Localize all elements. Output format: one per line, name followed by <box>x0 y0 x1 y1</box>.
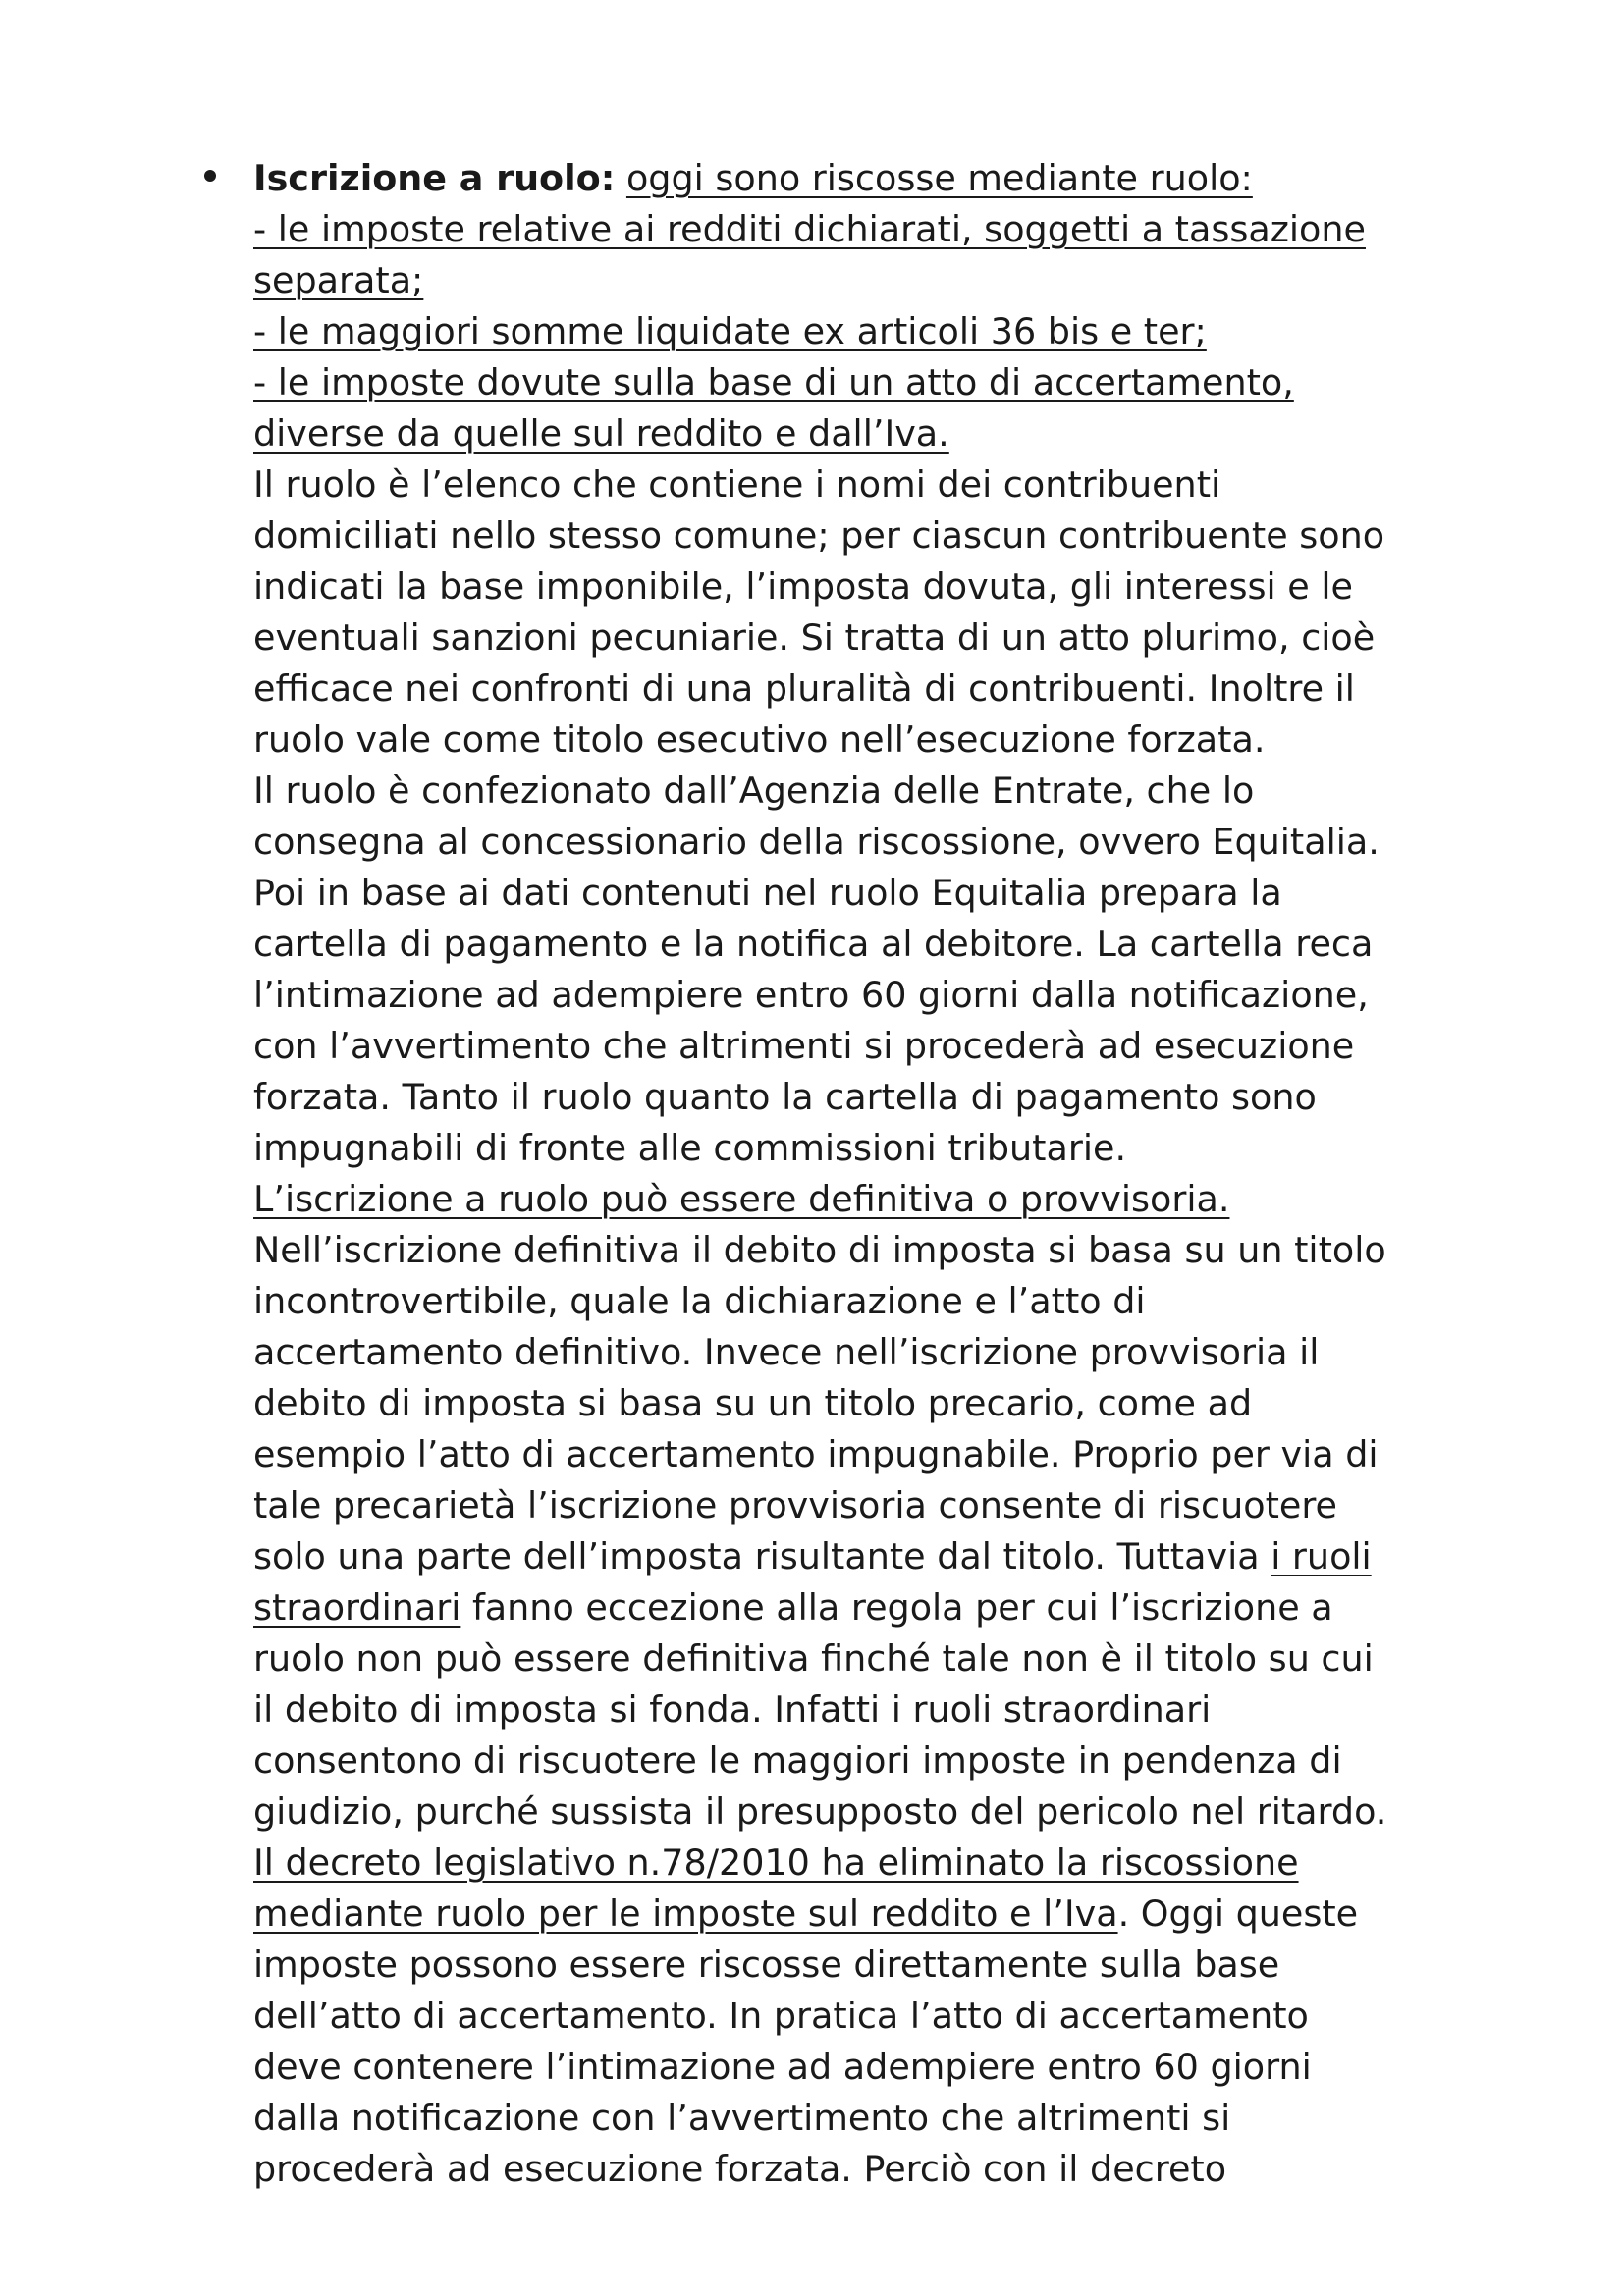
text-line: straordinari fanno eccezione alla regola per cui l’iscrizione a <box>253 1586 1333 1629</box>
text-line: Nell’iscrizione definitiva il debito di imposta si basa su un titolo <box>253 1229 1386 1271</box>
text-line: ruolo non può essere definitiva finché tale non è il titolo su cui <box>253 1637 1374 1680</box>
text-line: domiciliati nello stesso comune; per ciascun contribuente sono <box>253 514 1385 557</box>
text-line: L’iscrizione a ruolo può essere definitiva o provvisoria. <box>253 1178 1230 1220</box>
text-line: consentono di riscuotere le maggiori imposte in pendenza di <box>253 1739 1342 1782</box>
text-line: impugnabili di fronte alle commissioni tributarie. <box>253 1127 1127 1169</box>
text-line: Il ruolo è l’elenco che contiene i nomi dei contribuenti <box>253 463 1221 506</box>
text-line: Il ruolo è confezionato dall’Agenzia delle Entrate, che lo <box>253 770 1255 812</box>
text-line: l’intimazione ad adempiere entro 60 giorni dalla notificazione, <box>253 974 1369 1016</box>
text-line: giudizio, purché sussista il presupposto del pericolo nel ritardo. <box>253 1790 1387 1833</box>
text-line: incontrovertibile, quale la dichiarazione e l’atto di <box>253 1280 1146 1322</box>
text-line: procederà ad esecuzione forzata. Perciò con il decreto <box>253 2148 1227 2190</box>
text-line: solo una parte dell’imposta risultante dal titolo. Tuttavia i ruoli <box>253 1535 1372 1577</box>
text-line: cartella di pagamento e la notifica al debitore. La cartella reca <box>253 923 1374 965</box>
bullet-item-iscrizione-a-ruolo <box>253 153 1481 2195</box>
text-line: Il decreto legislativo n.78/2010 ha eliminato la riscossione <box>253 1842 1299 1884</box>
text-line <box>253 153 1481 204</box>
text-line: con l’avvertimento che altrimenti si procederà ad esecuzione <box>253 1025 1355 1067</box>
text-line: diverse da quelle sul reddito e dall’Iva. <box>253 412 949 454</box>
bullet-intro: oggi sono riscosse mediante ruolo: <box>625 157 1253 199</box>
text-line: consegna al concessionario della riscossione, ovvero Equitalia. <box>253 821 1380 863</box>
text-line: ruolo vale come titolo esecutivo nell’esecuzione forzata. <box>253 719 1266 761</box>
text-line: debito di imposta si basa su un titolo precario, come ad <box>253 1382 1253 1424</box>
text-line: il debito di imposta si fonda. Infatti i ruoli straordinari <box>253 1688 1212 1731</box>
text-line: - le maggiori somme liquidate ex articoli 36 bis e ter; <box>253 310 1207 352</box>
text-line: mediante ruolo per le imposte sul reddito e l’Iva. Oggi queste <box>253 1893 1359 1935</box>
text-line: imposte possono essere riscosse direttamente sulla base <box>253 1944 1280 1986</box>
text-line: separata; <box>253 259 424 301</box>
text-line: dalla notificazione con l’avvertimento che altrimenti si <box>253 2097 1231 2139</box>
text-line: eventuali sanzioni pecuniarie. Si tratta di un atto plurimo, cioè <box>253 616 1376 659</box>
text-line: - le imposte dovute sulla base di un atto di accertamento, <box>253 361 1294 403</box>
bullet-icon <box>204 170 216 182</box>
text-line: accertamento definitivo. Invece nell’iscrizione provvisoria il <box>253 1331 1320 1373</box>
bullet-heading: Iscrizione a ruolo: <box>253 157 616 199</box>
text-line: efficace nei confronti di una pluralità di contribuenti. Inoltre il <box>253 667 1355 710</box>
text-line: Poi in base ai dati contenuti nel ruolo Equitalia prepara la <box>253 872 1282 914</box>
text-line: esempio l’atto di accertamento impugnabile. Proprio per via di <box>253 1433 1379 1475</box>
text-line: dell’atto di accertamento. In pratica l’atto di accertamento <box>253 1995 1309 2037</box>
text-line: - le imposte relative ai redditi dichiarati, soggetti a tassazione <box>253 208 1366 250</box>
text-line: indicati la base imponibile, l’imposta dovuta, gli interessi e le <box>253 565 1353 608</box>
text-line: tale precarietà l’iscrizione provvisoria consente di riscuotere <box>253 1484 1338 1526</box>
text-line: deve contenere l’intimazione ad adempiere entro 60 giorni <box>253 2046 1312 2088</box>
text-line: forzata. Tanto il ruolo quanto la cartella di pagamento sono <box>253 1076 1317 1118</box>
